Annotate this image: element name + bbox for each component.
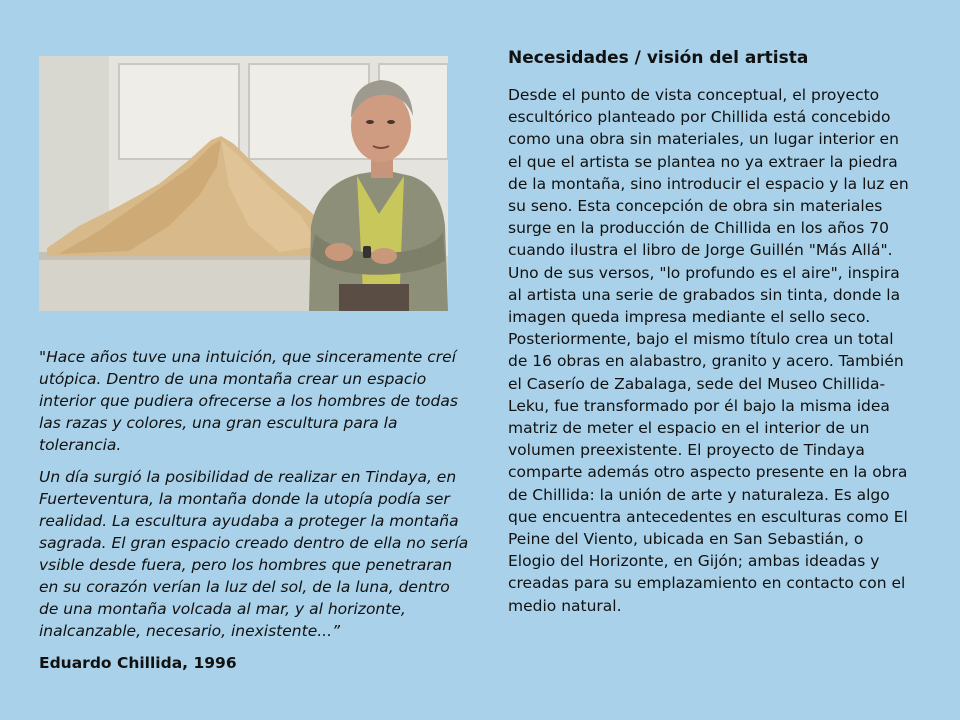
section-body: Desde el punto de vista conceptual, el proyecto escultórico planteado por Chillida está concebido como una obra sin materiales, un lugar interior en el que el artista se plantea no ya extraer la piedra de la montaña, sino introducir el espacio y la luz en su seno. Esta concepción de obra sin materiales surge en la producción de Chillida en los años 70 cuando ilustra el libro de Jorge Guillén "Más Allá". Uno de sus versos, "lo profundo es el aire", inspira al artista una serie de grabados sin tinta, donde la imagen queda impresa mediante el sello seco. Posteriormente, bajo el mismo título crea un total de 16 obras en alabastro, granito y acero. También el Caserío de Zabalaga, sede del Museo Chillida-Leku, fue transformado por él bajo la misma idea matriz de meter el espacio en el interior de un volumen preexistente. El proyecto de Tindaya comparte además otro aspecto presente en la obra de Chillida: la unión de arte y naturaleza. Es algo que encuentra antecedentes en esculturas como El Peine del Viento, ubicada en San Sebastián, o Elogio del Horizonte, en Gijón; ambas ideadas y creadas para su emplazamiento en contacto con el medio natural. [508, 86, 909, 615]
quote-paragraph-1: "Hace años tuve una intuición, que sinceramente creí utópica. Dentro de una montaña crear un espacio interior que pudiera ofrecerse a los hombres de todas las razas y colores, una gran escultura para la tolerancia. [39, 348, 458, 454]
artist-quote [39, 346, 469, 684]
artist-photo [39, 56, 448, 311]
section-title: Necesidades / visión del artista [508, 48, 809, 68]
photo-illustration [39, 56, 448, 311]
quote-author: Eduardo Chillida, 1996 [39, 654, 237, 672]
quote-paragraph-2: Un día surgió la posibilidad de realizar en Tindaya, en Fuerteventura, la montaña donde la utopía podía ser realidad. La escultura ayudaba a proteger la montaña sagrada. El gran espacio creado dentro de ella no sería vsible desde fuera, pero los hombres que penetraran en su corazón verían la luz del sol, de la luna, dentro de una montaña volcada al mar, y al horizonte, inalcanzable, necesario, inexistente...” [39, 468, 469, 640]
artist-vision-section [508, 46, 913, 617]
